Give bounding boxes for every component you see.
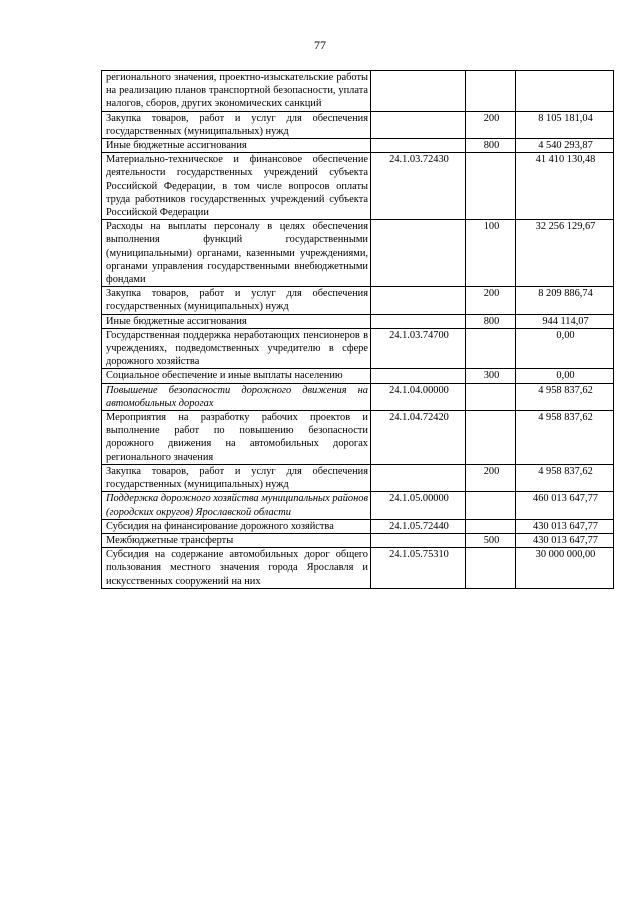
row-sum-cell: 430 013 647,77 — [516, 519, 614, 533]
row-code-cell — [371, 464, 466, 491]
row-sum-cell: 41 410 130,48 — [516, 153, 614, 220]
row-name-cell: Расходы на выплаты персоналу в целях обеспечения выполнения функций государственными (муниципальными) органами, казенными учреждениями, органами управления государственными внебюджетными фондами — [102, 220, 371, 287]
row-name-cell: Закупка товаров, работ и услуг для обеспечения государственных (муниципальных) нужд — [102, 287, 371, 314]
row-name-cell: Закупка товаров, работ и услуг для обеспечения государственных (муниципальных) нужд — [102, 111, 371, 138]
row-expense-type-cell — [466, 519, 516, 533]
row-expense-type-cell — [466, 383, 516, 410]
table-row — [102, 139, 614, 153]
row-code-cell: 24.1.04.00000 — [371, 383, 466, 410]
row-name-cell: Иные бюджетные ассигнования — [102, 139, 371, 153]
row-code-cell — [371, 287, 466, 314]
budget-table — [101, 70, 614, 589]
row-name-cell: Повышение безопасности дорожного движения на автомобильных дорогах — [102, 383, 371, 410]
row-code-cell — [371, 71, 466, 112]
row-code-cell — [371, 369, 466, 383]
table-row — [102, 519, 614, 533]
row-sum-cell: 0,00 — [516, 369, 614, 383]
row-expense-type-cell: 200 — [466, 464, 516, 491]
row-sum-cell: 8 105 181,04 — [516, 111, 614, 138]
row-sum-cell: 30 000 000,00 — [516, 548, 614, 589]
row-sum-cell: 32 256 129,67 — [516, 220, 614, 287]
row-code-cell: 24.1.03.72430 — [371, 153, 466, 220]
row-expense-type-cell: 800 — [466, 314, 516, 328]
row-name-cell: Иные бюджетные ассигнования — [102, 314, 371, 328]
row-expense-type-cell: 100 — [466, 220, 516, 287]
table-row — [102, 383, 614, 410]
row-code-cell: 24.1.04.72420 — [371, 411, 466, 465]
table-row — [102, 464, 614, 491]
table-row — [102, 111, 614, 138]
row-expense-type-cell: 800 — [466, 139, 516, 153]
row-sum-cell: 460 013 647,77 — [516, 492, 614, 519]
row-sum-cell: 4 958 837,62 — [516, 411, 614, 465]
table-row — [102, 314, 614, 328]
row-code-cell — [371, 111, 466, 138]
row-name-cell: регионального значения, проектно-изыскательские работы на реализацию планов транспортной безопасности, уплата налогов, сборов, других экономических санкций — [102, 71, 371, 112]
row-name-cell: Мероприятия на разработку рабочих проектов и выполнение работ по повышению безопасности дорожного движения на автомобильных дорогах регионального значения — [102, 411, 371, 465]
row-expense-type-cell — [466, 71, 516, 112]
row-name-cell: Субсидия на содержание автомобильных дорог общего пользования местного значения города Ярославля и искусственных сооружений на них — [102, 548, 371, 589]
row-code-cell: 24.1.05.00000 — [371, 492, 466, 519]
row-expense-type-cell: 300 — [466, 369, 516, 383]
row-code-cell: 24.1.05.75310 — [371, 548, 466, 589]
row-expense-type-cell — [466, 492, 516, 519]
row-code-cell — [371, 533, 466, 547]
row-expense-type-cell — [466, 153, 516, 220]
row-code-cell — [371, 220, 466, 287]
row-expense-type-cell: 500 — [466, 533, 516, 547]
table-row — [102, 153, 614, 220]
row-sum-cell: 0,00 — [516, 328, 614, 369]
row-sum-cell: 4 540 293,87 — [516, 139, 614, 153]
page-number: 77 — [314, 38, 326, 52]
row-code-cell — [371, 314, 466, 328]
row-name-cell: Межбюджетные трансферты — [102, 533, 371, 547]
budget-table-body — [102, 71, 614, 589]
table-row — [102, 369, 614, 383]
row-expense-type-cell — [466, 328, 516, 369]
row-sum-cell — [516, 71, 614, 112]
row-expense-type-cell — [466, 548, 516, 589]
row-expense-type-cell: 200 — [466, 111, 516, 138]
row-name-cell: Закупка товаров, работ и услуг для обеспечения государственных (муниципальных) нужд — [102, 464, 371, 491]
table-row — [102, 71, 614, 112]
row-code-cell: 24.1.05.72440 — [371, 519, 466, 533]
row-sum-cell: 4 958 837,62 — [516, 383, 614, 410]
table-row — [102, 220, 614, 287]
row-name-cell: Социальное обеспечение и иные выплаты населению — [102, 369, 371, 383]
table-row — [102, 328, 614, 369]
row-code-cell: 24.1.03.74700 — [371, 328, 466, 369]
table-row — [102, 533, 614, 547]
row-name-cell: Материально-техническое и финансовое обеспечение деятельности государственных учреждений субъекта Российской Федерации, в том числе вопросов оплаты труда работников государственных учреждений субъекта Российской Федерации — [102, 153, 371, 220]
row-sum-cell: 944 114,07 — [516, 314, 614, 328]
row-sum-cell: 8 209 886,74 — [516, 287, 614, 314]
table-row — [102, 287, 614, 314]
row-sum-cell: 4 958 837,62 — [516, 464, 614, 491]
row-name-cell: Субсидия на финансирование дорожного хозяйства — [102, 519, 371, 533]
table-row — [102, 548, 614, 589]
table-row — [102, 492, 614, 519]
table-row — [102, 411, 614, 465]
row-name-cell: Поддержка дорожного хозяйства муниципальных районов (городских округов) Ярославской области — [102, 492, 371, 519]
row-name-cell: Государственная поддержка неработающих пенсионеров в учреждениях, подведомственных учредителю в сфере дорожного хозяйства — [102, 328, 371, 369]
row-expense-type-cell: 200 — [466, 287, 516, 314]
row-code-cell — [371, 139, 466, 153]
row-sum-cell: 430 013 647,77 — [516, 533, 614, 547]
row-expense-type-cell — [466, 411, 516, 465]
